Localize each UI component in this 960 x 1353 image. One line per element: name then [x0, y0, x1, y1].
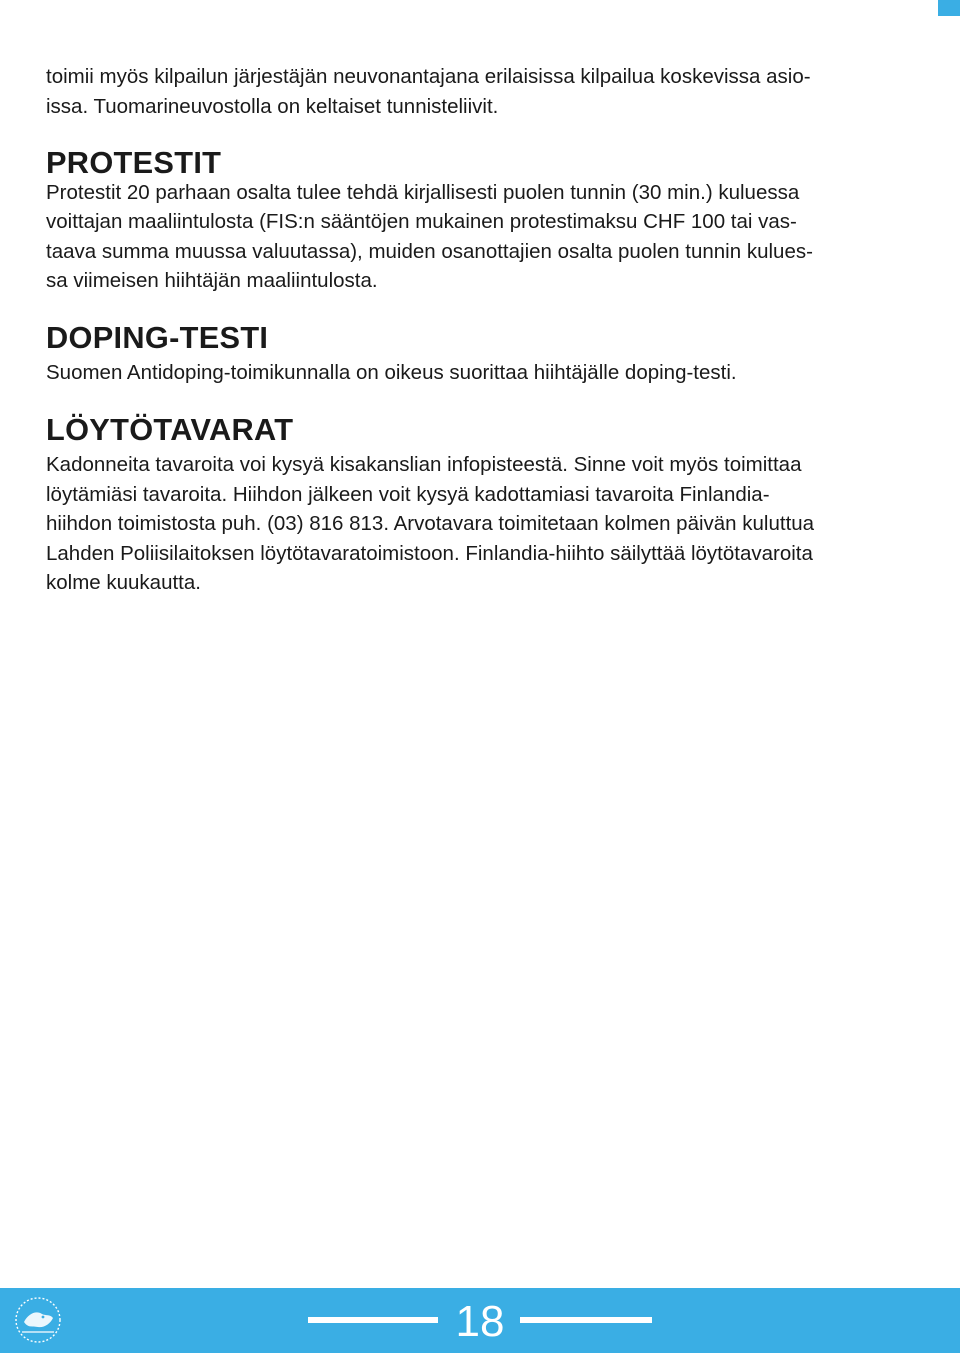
section-paragraph-protestit — [46, 178, 906, 296]
intro-line: toimii myös kilpailun järjestäjän neuvonantajana erilaisissa kilpailua koskevissa asio- — [46, 65, 811, 88]
intro-paragraph — [46, 62, 906, 121]
section-paragraph-doping-testi — [46, 358, 906, 388]
paragraph-line: Kadonneita tavaroita voi kysyä kisakanslian infopisteestä. Sinne voit myös toimittaa — [46, 453, 802, 476]
intro-line: issa. Tuomarineuvostolla on keltaiset tunnisteliivit. — [46, 94, 499, 118]
section-paragraph-loytotavarat — [46, 450, 906, 598]
document-body — [46, 62, 906, 598]
footer-divider-left — [308, 1317, 438, 1323]
paragraph-line: taava summa muussa valuutassa), muiden osanottajien osalta puolen tunnin kulues- — [46, 239, 813, 263]
paragraph-line: hiihdon toimistosta puh. (03) 816 813. Arvotavara toimitetaan kolmen päivän kuluttua — [46, 512, 815, 535]
paragraph-line: kolme kuukautta. — [46, 571, 201, 594]
paragraph-line: Lahden Poliisilaitoksen löytötavaratoimistoon. Finlandia-hiihto säilyttää löytötavaroita — [46, 541, 813, 565]
paragraph-line: voittajan maaliintulosta (FIS:n sääntöjen mukainen protestimaksu CHF 100 tai vas- — [46, 210, 797, 233]
paragraph-line: Suomen Antidoping-toimikunnalla on oikeus suorittaa hiihtäjälle doping-testi. — [46, 361, 737, 384]
paragraph-line: löytämiäsi tavaroita. Hiihdon jälkeen voit kysyä kadottamiasi tavaroita Finlandia- — [46, 482, 770, 506]
paragraph-line: sa viimeisen hiihtäjän maaliintulosta. — [46, 269, 378, 292]
finlandia-hiihto-logo-icon — [10, 1292, 66, 1348]
page-footer — [0, 1288, 960, 1353]
section-heading-loytotavarat: LÖYTÖTAVARAT — [46, 411, 294, 447]
footer-divider-right — [520, 1317, 652, 1323]
page-number: 18 — [455, 1297, 505, 1346]
paragraph-line: Protestit 20 parhaan osalta tulee tehdä kirjallisesti puolen tunnin (30 min.) kuluessa — [46, 180, 800, 204]
section-heading-protestit: PROTESTIT — [46, 145, 222, 180]
top-corner-accent — [938, 0, 960, 16]
section-heading-doping-testi: DOPING-TESTI — [46, 319, 269, 355]
